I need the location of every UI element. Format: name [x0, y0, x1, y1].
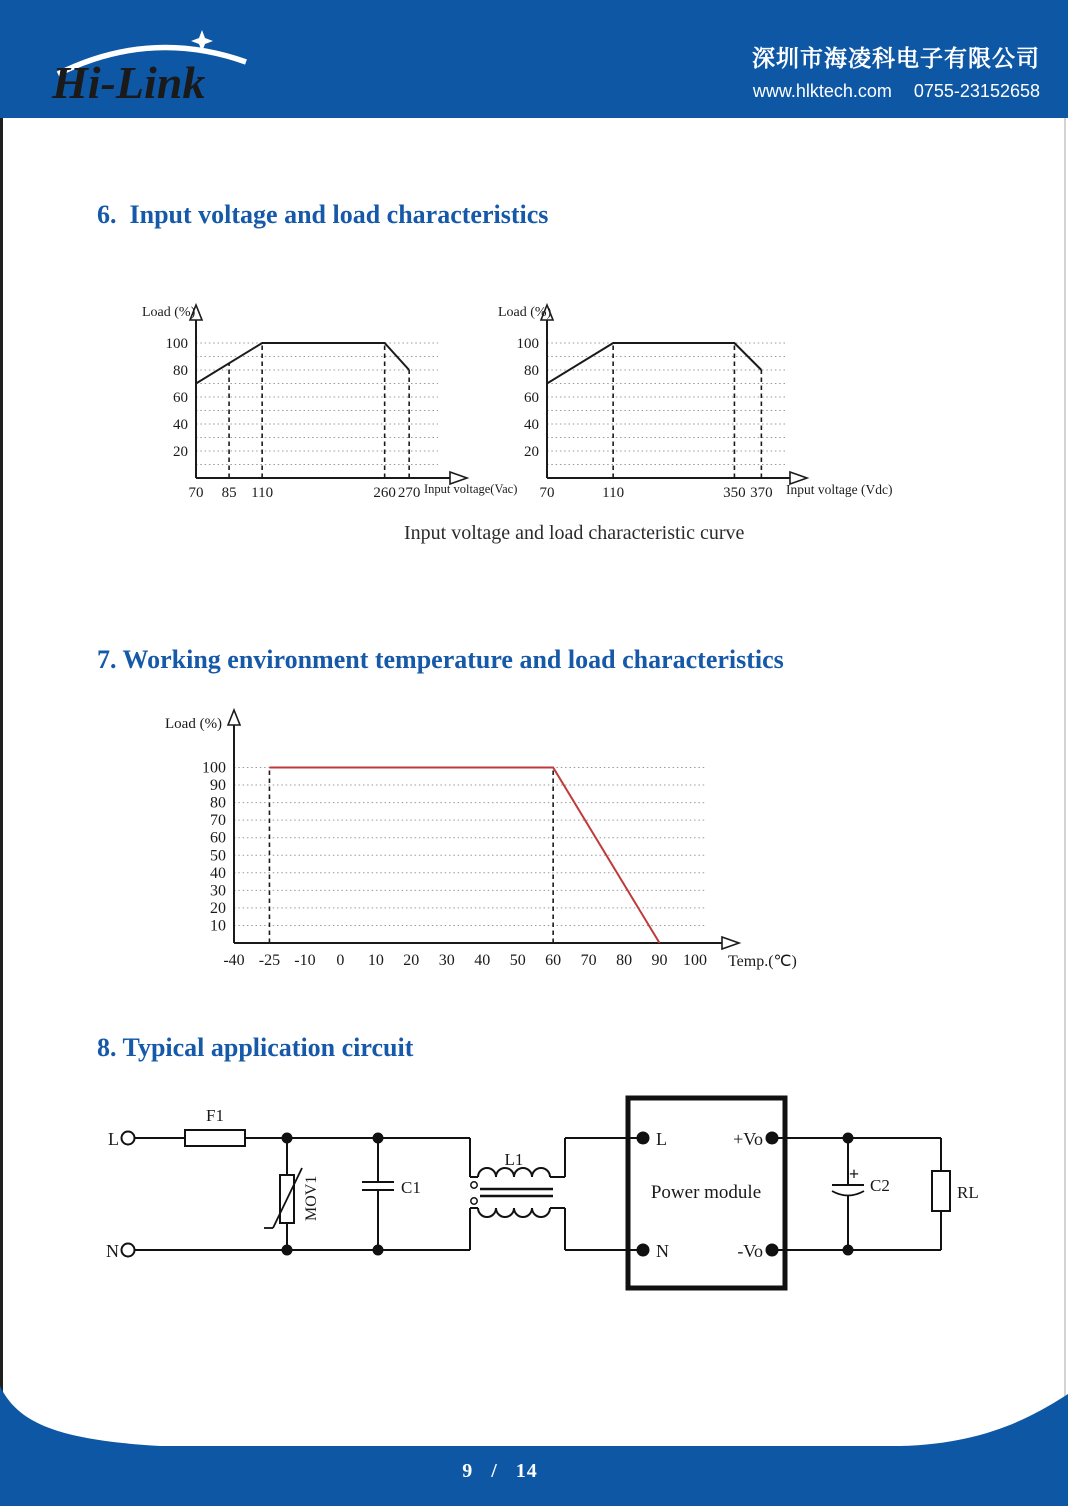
page-separator: /: [491, 1460, 498, 1482]
label-load: RL: [957, 1183, 979, 1202]
phone-number: 0755-23152658: [913, 81, 1040, 101]
label-cap-in: C1: [401, 1178, 421, 1197]
svg-text:40: 40: [524, 417, 539, 433]
label-fuse: F1: [206, 1106, 224, 1125]
svg-text:30: 30: [210, 882, 226, 900]
svg-text:-25: -25: [258, 952, 281, 969]
svg-text:100: 100: [202, 759, 226, 777]
footer-band: [0, 1380, 1068, 1506]
svg-text:10: 10: [210, 917, 226, 935]
fuse-symbol: [185, 1130, 245, 1146]
label-pin-n: N: [656, 1241, 669, 1261]
terminal-n: [122, 1244, 135, 1257]
page-number: [390, 1460, 610, 1483]
svg-text:50: 50: [210, 847, 226, 865]
phase-dot-bottom: [471, 1198, 477, 1204]
chart-caption: Input voltage and load characteristic curve: [404, 522, 745, 544]
section-8-title: 8. Typical application circuit: [97, 1033, 414, 1062]
svg-text:0: 0: [336, 952, 345, 969]
label-out-neg: -Vo: [737, 1241, 763, 1261]
svg-text:20: 20: [524, 444, 539, 460]
svg-text:270: 270: [397, 485, 421, 501]
svg-text:Load (%): Load (%): [165, 716, 223, 732]
svg-text:Input voltage(Vac): Input voltage(Vac): [424, 482, 518, 496]
svg-text:260: 260: [373, 485, 396, 501]
section-7-title: 7. Working environment temperature and load characteristics: [97, 645, 784, 674]
svg-text:80: 80: [524, 363, 539, 379]
section-6-title: 6. Input voltage and load characteristics: [97, 200, 549, 229]
svg-text:-10: -10: [294, 952, 316, 969]
svg-text:40: 40: [474, 952, 491, 969]
website-link[interactable]: www.hlktech.com: [752, 81, 892, 101]
hilink-logo: [50, 28, 260, 108]
load-resistor-symbol: [932, 1171, 950, 1211]
svg-text:110: 110: [251, 485, 274, 501]
svg-text:60: 60: [173, 390, 188, 406]
label-choke: L1: [504, 1150, 524, 1169]
label-out-pos: +Vo: [733, 1129, 763, 1149]
svg-text:Load (%): Load (%): [498, 305, 552, 320]
svg-text:70: 70: [210, 812, 226, 830]
label-neutral: N: [106, 1241, 119, 1261]
svg-text:80: 80: [173, 363, 188, 379]
svg-text:90: 90: [210, 777, 226, 795]
choke-bottom-winding: [478, 1208, 550, 1217]
svg-text:60: 60: [545, 952, 562, 969]
dc-load-chart: [490, 295, 910, 510]
svg-text:350: 350: [723, 485, 746, 501]
svg-text:60: 60: [210, 829, 226, 847]
svg-text:70: 70: [539, 485, 555, 501]
logo-text: Hi-Link: [52, 57, 206, 108]
svg-text:100: 100: [683, 952, 707, 969]
svg-text:Load (%): Load (%): [142, 305, 196, 320]
svg-text:Input voltage (Vdc): Input voltage (Vdc): [786, 482, 893, 497]
svg-text:20: 20: [173, 444, 188, 460]
svg-text:85: 85: [221, 485, 237, 501]
svg-text:90: 90: [651, 952, 668, 969]
svg-text:50: 50: [509, 952, 526, 969]
label-cap-out-plus: +: [848, 1164, 860, 1184]
svg-text:-40: -40: [223, 952, 245, 969]
application-circuit-diagram: [95, 1085, 985, 1305]
page-header: [0, 0, 1068, 118]
temp-load-chart: [150, 702, 830, 992]
svg-text:70: 70: [580, 952, 597, 969]
label-pin-l: L: [656, 1129, 667, 1149]
right-edge-line: [1064, 118, 1066, 1448]
label-line: L: [108, 1129, 119, 1149]
svg-text:40: 40: [210, 864, 226, 882]
svg-text:20: 20: [403, 952, 420, 969]
company-name: 深圳市海凌科电子有限公司: [752, 45, 1040, 71]
label-cap-out: C2: [870, 1176, 890, 1195]
page-current: 9: [462, 1460, 474, 1482]
terminal-l: [122, 1132, 135, 1145]
svg-text:110: 110: [602, 485, 625, 501]
svg-text:30: 30: [438, 952, 455, 969]
svg-text:20: 20: [210, 899, 226, 917]
page-total: 14: [515, 1460, 538, 1482]
label-module: Power module: [650, 1182, 762, 1203]
phase-dot-top: [471, 1182, 477, 1188]
svg-text:10: 10: [367, 952, 384, 969]
svg-text:100: 100: [516, 336, 539, 352]
choke-top-winding: [478, 1168, 550, 1177]
svg-text:Temp.(℃): Temp.(℃): [728, 953, 797, 970]
svg-text:40: 40: [173, 417, 188, 433]
svg-text:100: 100: [165, 336, 188, 352]
left-edge-line: [0, 118, 3, 1392]
label-varistor: MOV1: [303, 1175, 320, 1221]
svg-text:60: 60: [524, 390, 539, 406]
svg-text:80: 80: [210, 794, 226, 812]
svg-text:80: 80: [616, 952, 633, 969]
svg-text:70: 70: [188, 485, 204, 501]
svg-text:370: 370: [750, 485, 773, 501]
